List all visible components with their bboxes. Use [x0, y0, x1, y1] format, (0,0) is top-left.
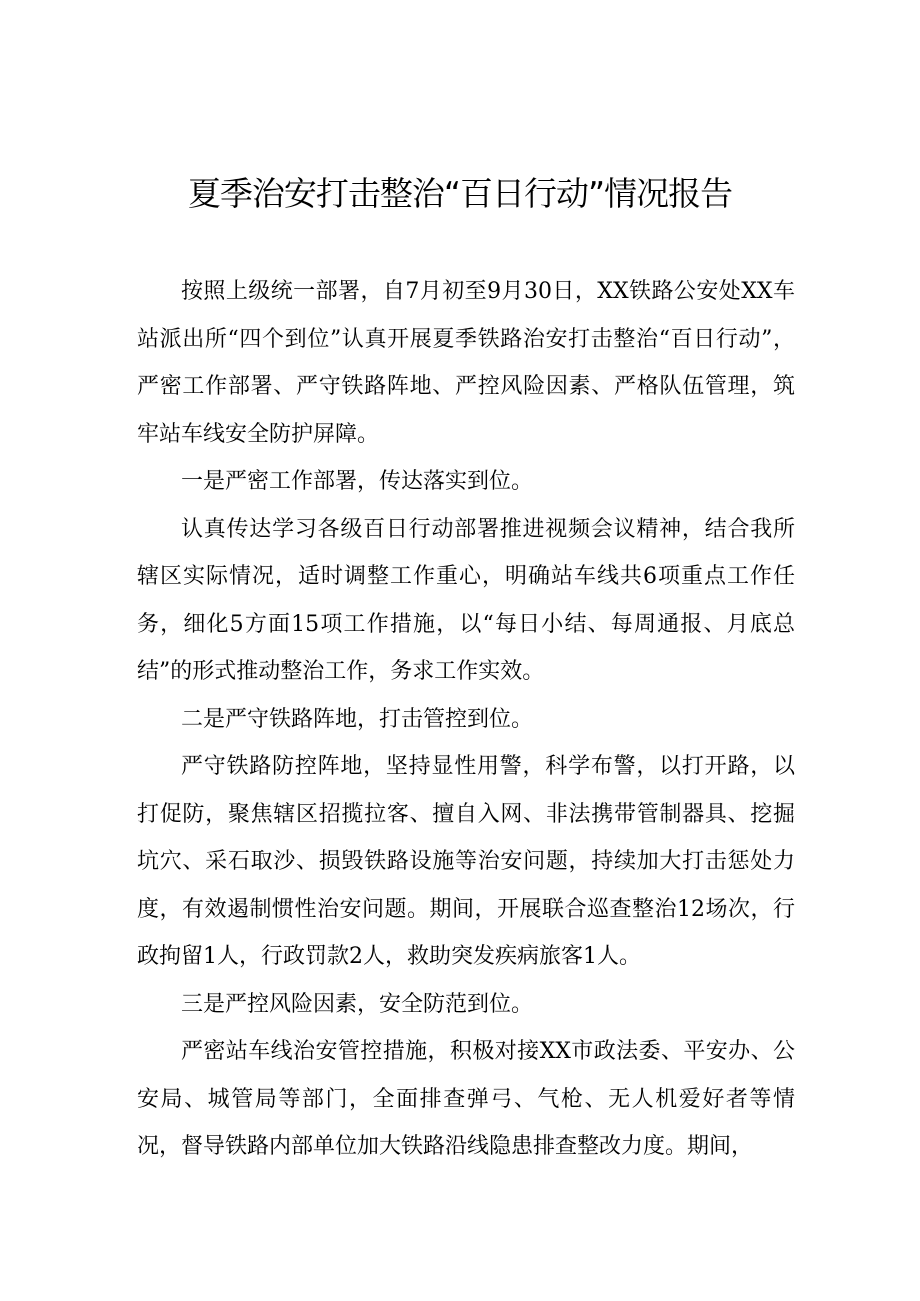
document-title: 夏季治安打击整治“百日行动”情况报告	[187, 174, 733, 213]
paragraph-intro: 按照上级统一部署，自7月初至9月30日，XX铁路公安处XX车站派出所“四个到位”认真开展夏季铁路治安打击整治“百日行动”，严密工作部署、严守铁路阵地、严控风险因素、严格队伍管理，筑牢站车线安全防护屏障。	[137, 279, 795, 447]
document-body	[137, 268, 795, 1171]
heading-section-2: 二是严守铁路阵地，打击管控到位。	[181, 706, 534, 732]
paragraph-section-1: 认真传达学习各级百日行动部署推进视频会议精神，结合我所辖区实际情况，适时调整工作重心，明确站车线共6项重点工作任务，细化5方面15项工作措施，以“每日小结、每周通报、月底总结”的形式推动整治工作，务求工作实效。	[137, 516, 795, 684]
heading-section-3: 三是严控风险因素，安全防范到位。	[181, 991, 534, 1017]
paragraph-section-3: 严密站车线治安管控措施，积极对接XX市政法委、平安办、公安局、城管局等部门，全面排查弹弓、气枪、无人机爱好者等情况，督导铁路内部单位加大铁路沿线隐患排查整改力度。期间，	[137, 1039, 795, 1159]
paragraph-section-2: 严守铁路防控阵地，坚持显性用警，科学布警，以打开路，以打促防，聚焦辖区招揽拉客、擅自入网、非法携带管制器具、挖掘坑穴、采石取沙、损毁铁路设施等治安问题，持续加大打击惩处力度，有效遏制惯性治安问题。期间，开展联合巡查整治12场次，行政拘留1人，行政罚款2人，救助突发疾病旅客1人。	[137, 754, 795, 969]
heading-section-1: 一是严密工作部署，传达落实到位。	[181, 469, 534, 494]
